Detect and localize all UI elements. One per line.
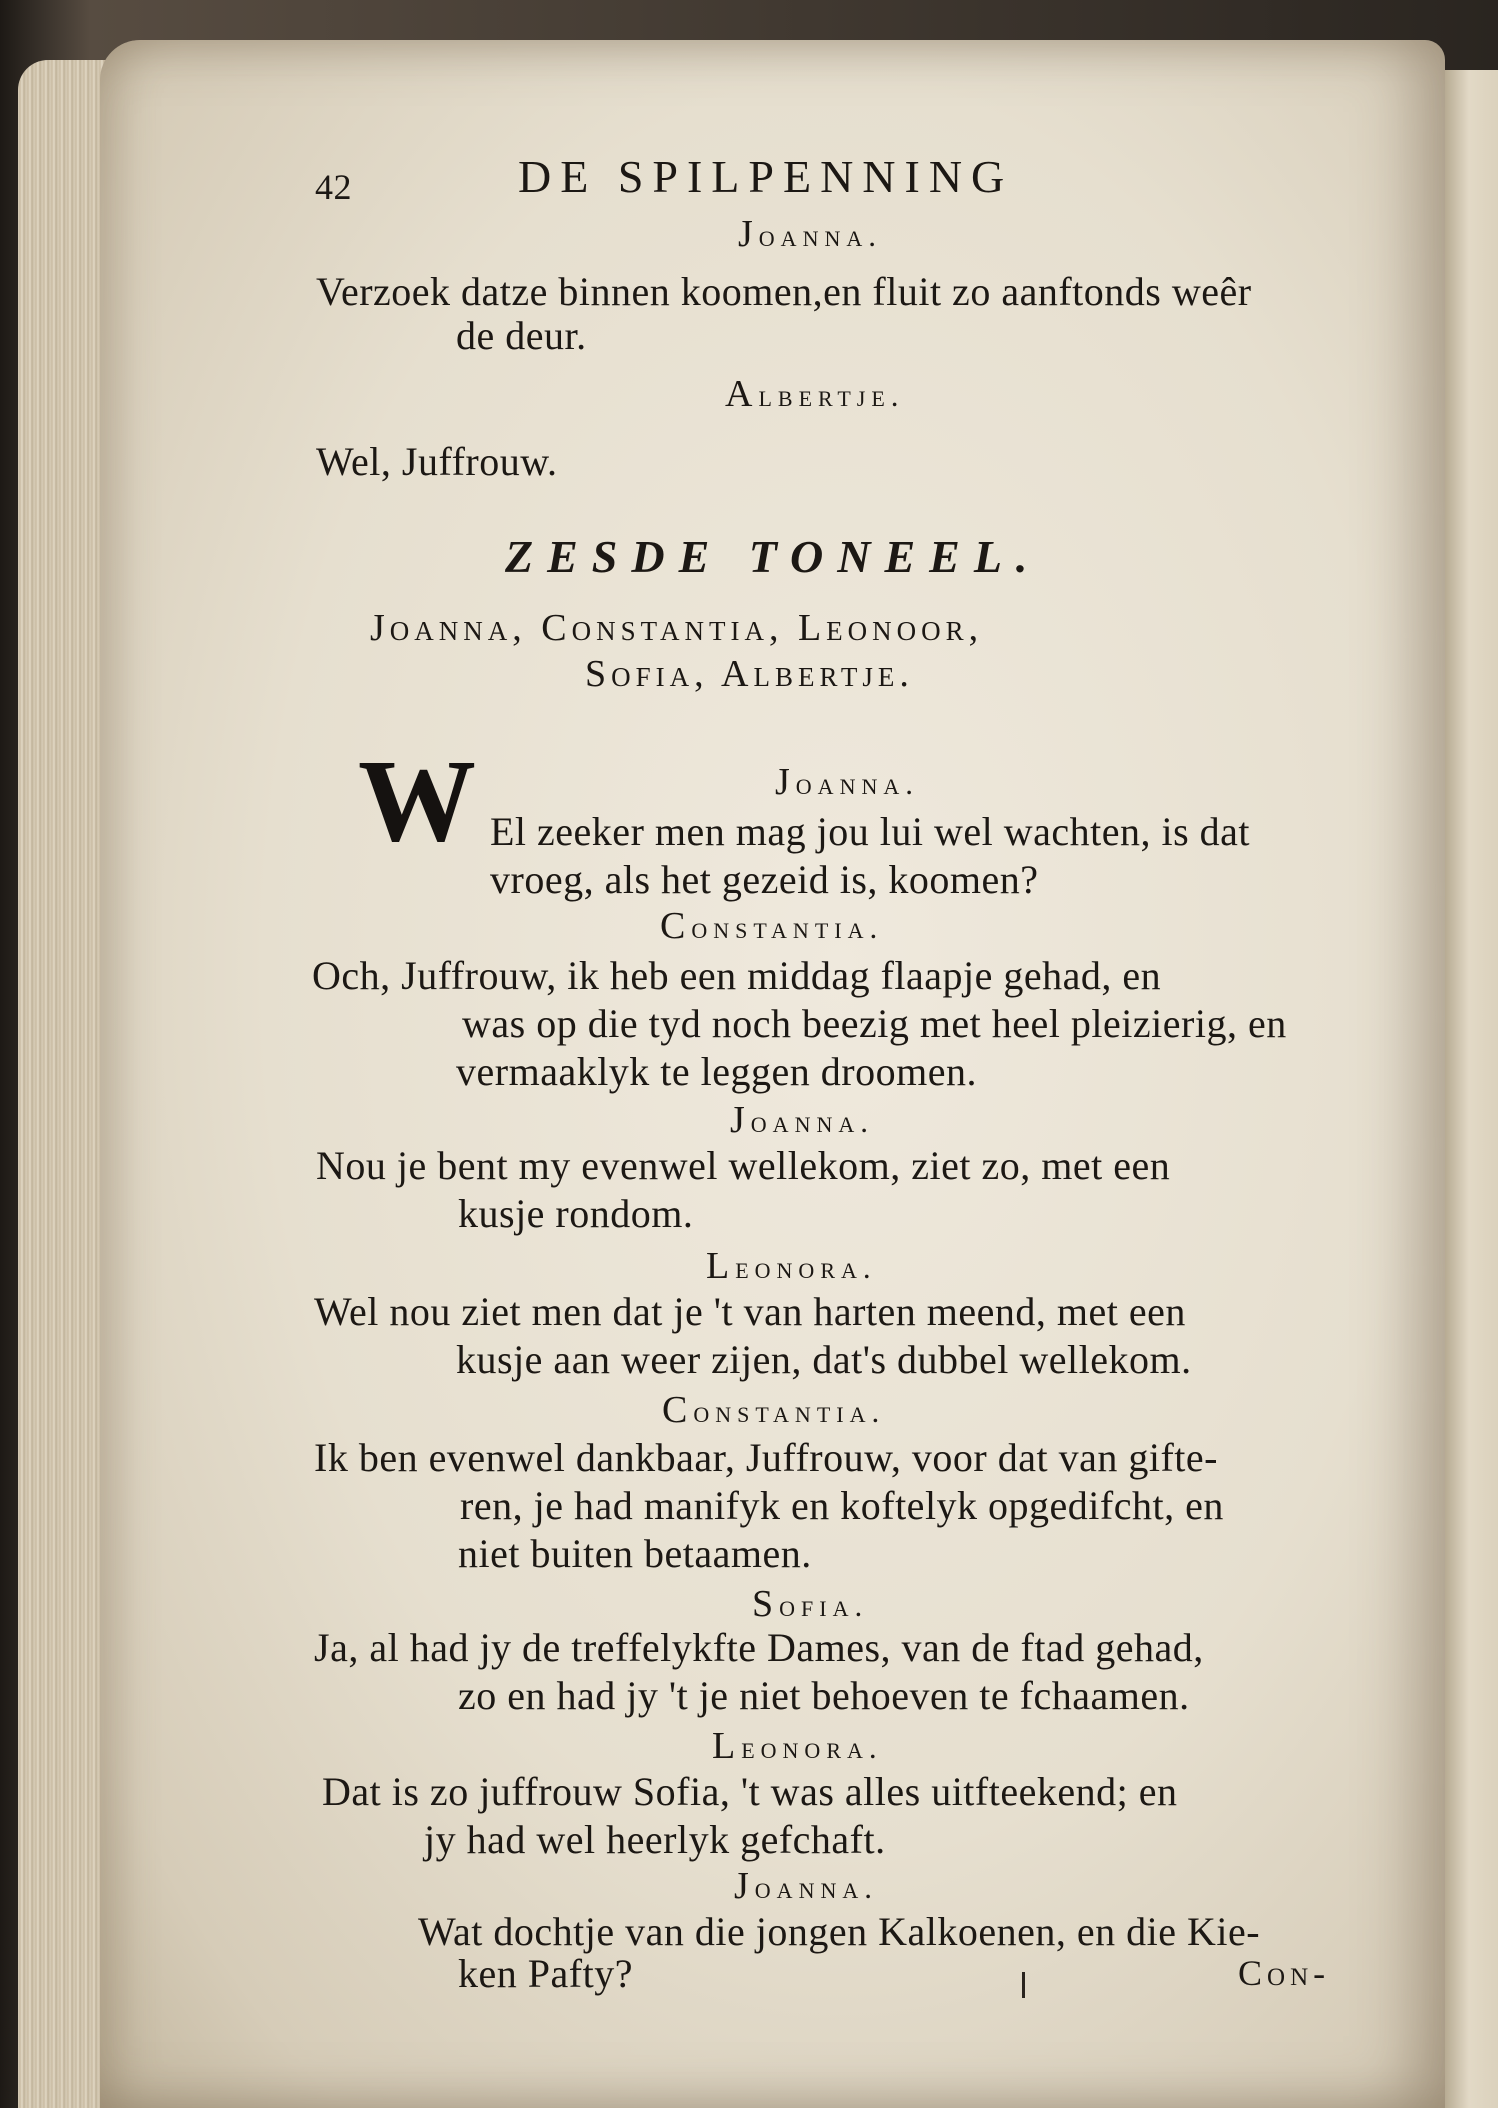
cast-list: Joanna, Constantia, Leonoor,	[370, 607, 984, 649]
speech-line: de deur.	[456, 313, 587, 358]
speech-line: niet buiten betaamen.	[458, 1531, 812, 1576]
speech-line: Nou je bent my evenwel wellekom, ziet zo, met een	[316, 1143, 1171, 1188]
speaker-name: Leonora.	[712, 1725, 883, 1767]
speaker-name: Joanna.	[734, 1865, 878, 1907]
speech-line: kusje aan weer zijen, dat's dubbel wellekom.	[456, 1337, 1192, 1382]
speech-line: El zeeker men mag jou lui wel wachten, is dat	[490, 809, 1251, 854]
speaker-name: Joanna.	[730, 1099, 874, 1141]
speaker-name: Sofia.	[752, 1583, 869, 1625]
scene-title: ZESDE TONEEL.	[505, 531, 1042, 582]
speech-line: Wel, Juffrouw.	[316, 439, 558, 484]
running-head: DE SPILPENNING	[518, 151, 1014, 202]
speech-line: Och, Juffrouw, ik heb een middag flaapje gehad, en	[312, 953, 1162, 998]
speech-line: ken Pafty?	[458, 1951, 633, 1996]
catchword: Con-	[1238, 1953, 1331, 1993]
page-number: 42	[315, 167, 352, 207]
drop-cap: W	[358, 735, 476, 866]
speaker-name: Constantia.	[660, 905, 884, 947]
speech-line: zo en had jy 't je niet behoeven te fchaamen.	[458, 1673, 1190, 1718]
speaker-name: Leonora.	[706, 1245, 877, 1287]
speech-line: Verzoek datze binnen koomen,en fluit zo aanftonds weêr	[316, 269, 1252, 314]
speaker-name: Joanna.	[775, 761, 919, 803]
speech-line: ren, je had manifyk en koftelyk opgedifcht, en	[460, 1483, 1224, 1528]
speech-line: jy had wel heerlyk gefchaft.	[424, 1817, 886, 1862]
cast-list: Sofia, Albertje.	[585, 653, 914, 695]
speech-line: Dat is zo juffrouw Sofia, 't was alles uitfteekend; en	[322, 1769, 1178, 1814]
speaker-name: Joanna.	[738, 213, 882, 255]
speech-line: Wat dochtje van die jongen Kalkoenen, en die Kie-	[418, 1909, 1261, 1954]
speech-line: Wel nou ziet men dat je 't van harten meend, met een	[314, 1289, 1186, 1334]
speech-line: kusje rondom.	[458, 1191, 694, 1236]
speech-line: Ik ben evenwel dankbaar, Juffrouw, voor dat van gifte-	[314, 1435, 1218, 1480]
speaker-name: Constantia.	[662, 1389, 886, 1431]
speaker-name: Albertje.	[725, 373, 905, 415]
speech-line: vroeg, als het gezeid is, koomen?	[490, 857, 1039, 902]
speech-line: Ja, al had jy de treffelykfte Dames, van de ftad gehad,	[314, 1625, 1204, 1670]
ink-mark	[1022, 1972, 1025, 1998]
speech-line: was op die tyd noch beezig met heel pleizierig, en	[462, 1001, 1287, 1046]
speech-line: vermaaklyk te leggen droomen.	[456, 1049, 977, 1094]
